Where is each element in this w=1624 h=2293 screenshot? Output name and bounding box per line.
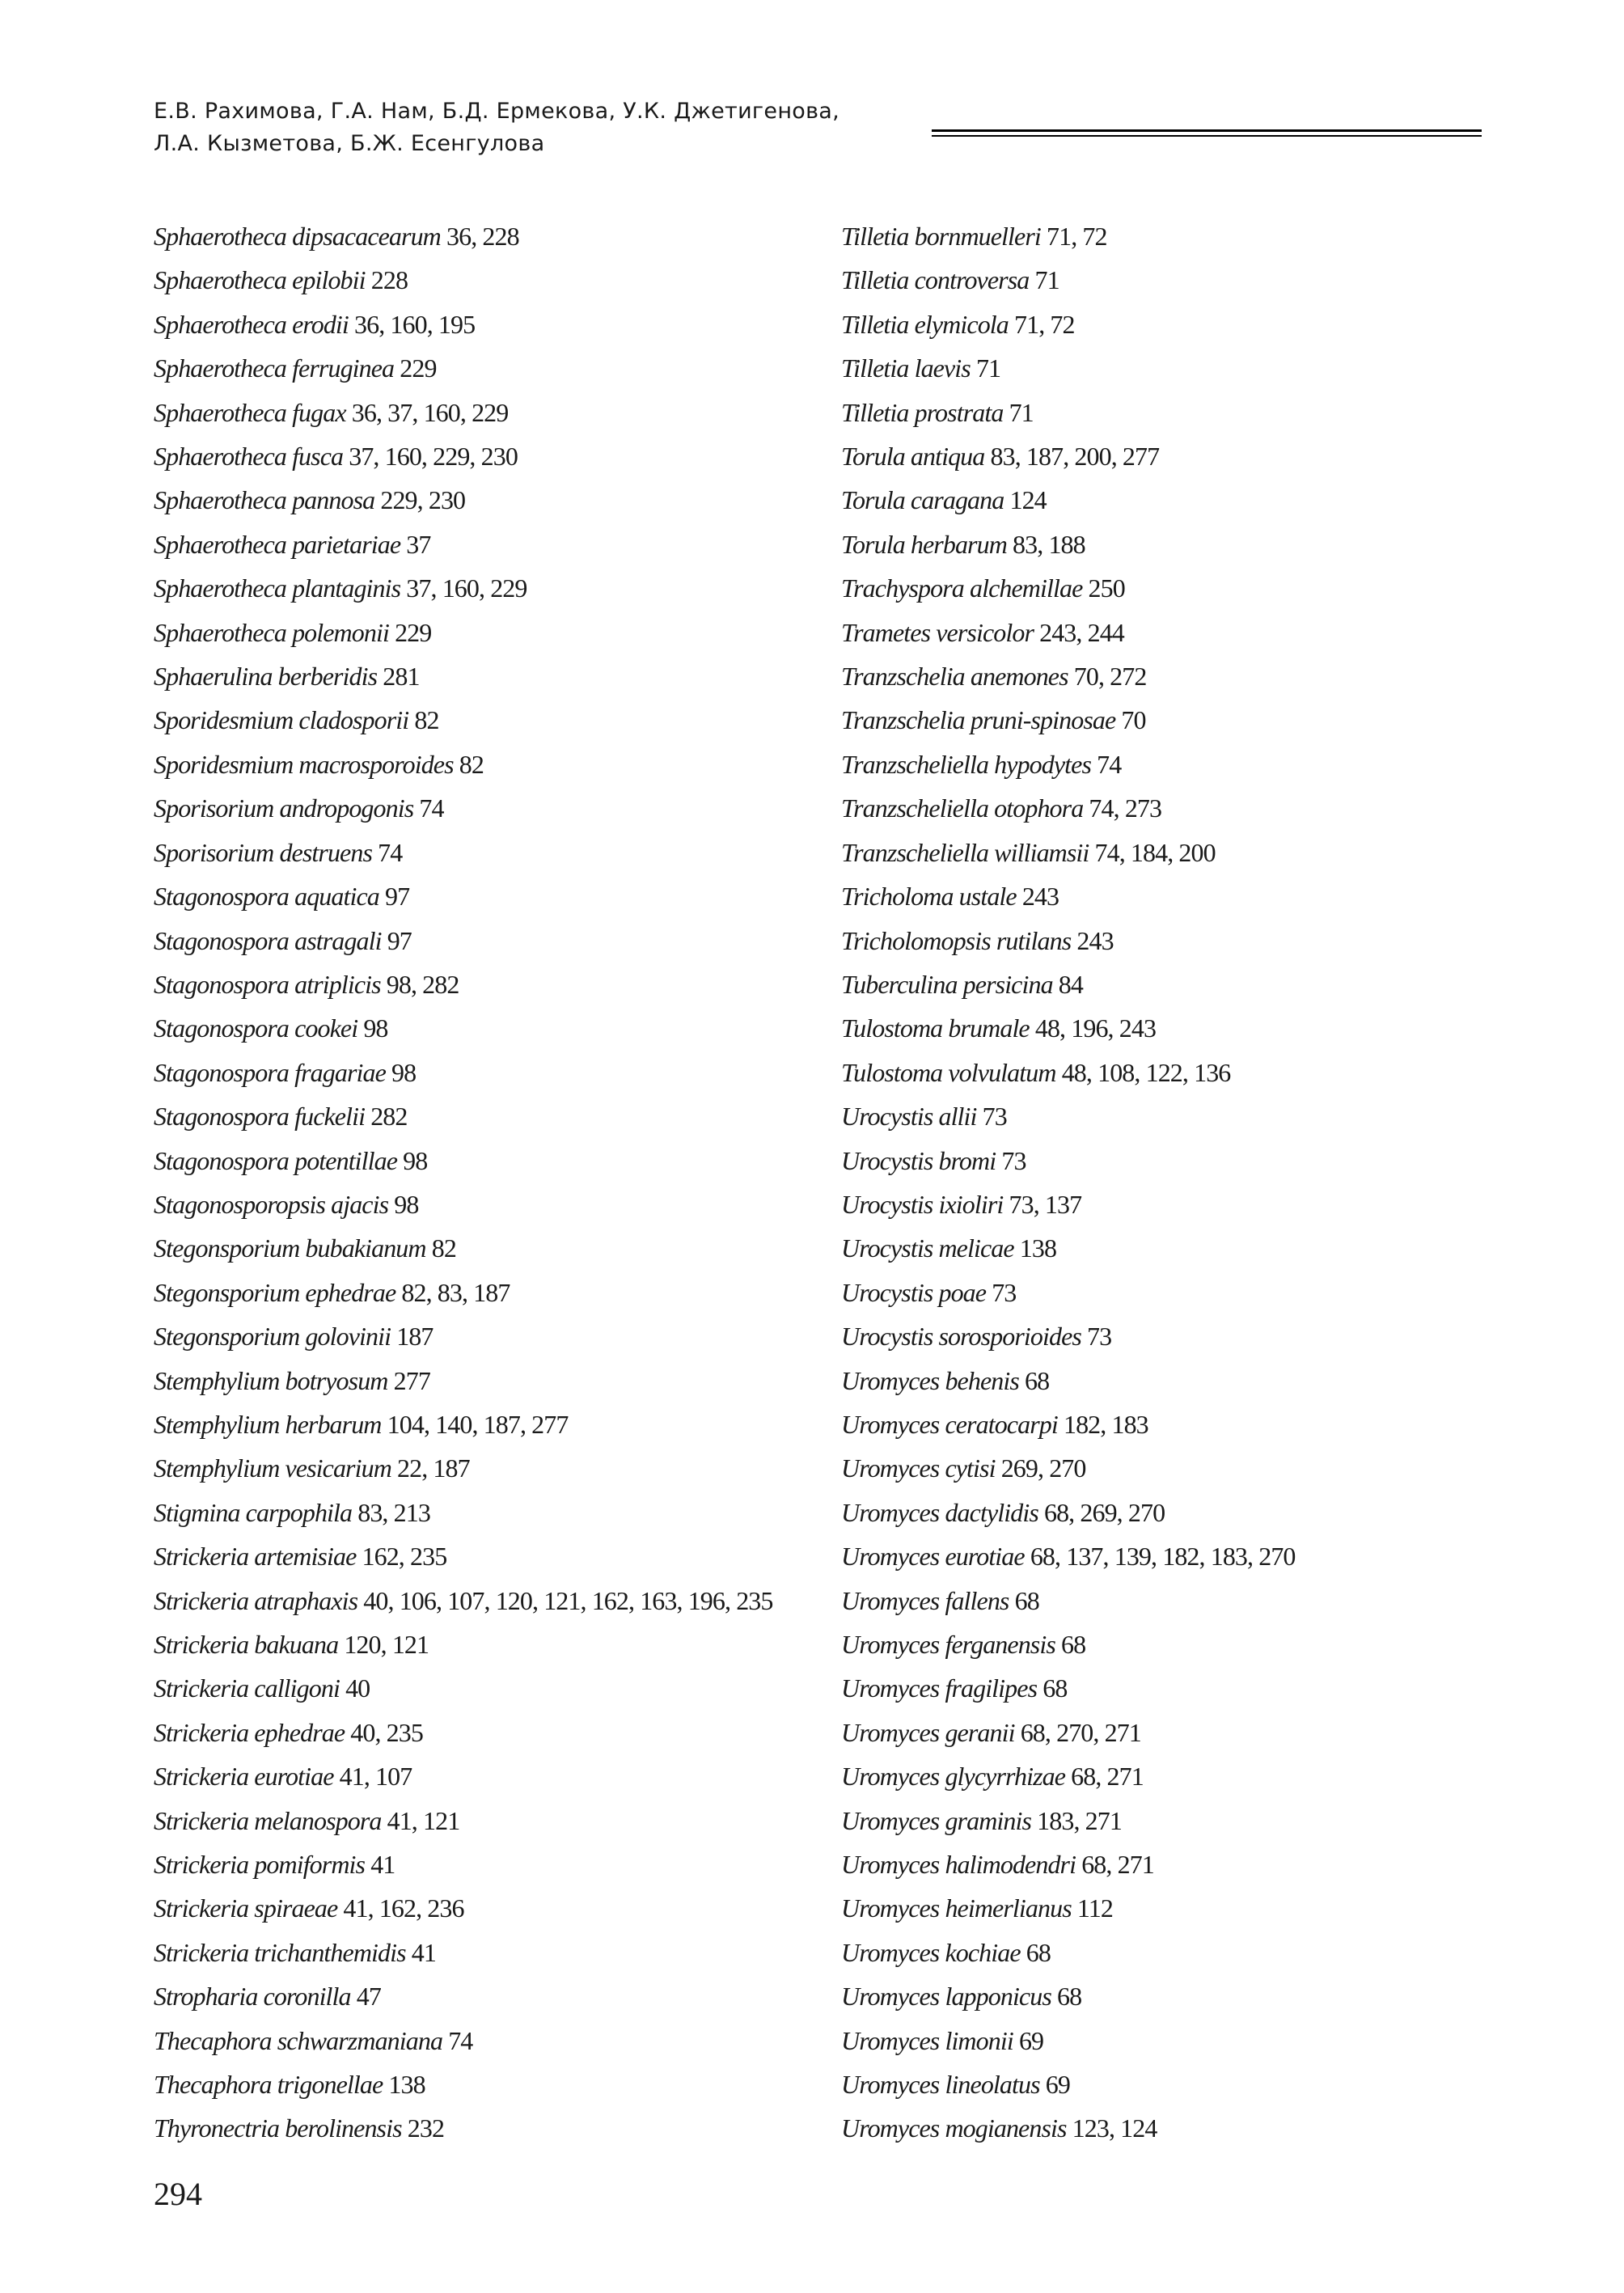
index-entry bbox=[841, 1931, 1520, 1974]
index-entry bbox=[154, 2062, 825, 2106]
species-name: Urocystis poae bbox=[841, 1277, 987, 1307]
species-name: Sphaerotheca plantaginis bbox=[154, 573, 401, 603]
index-entry bbox=[154, 742, 825, 786]
page-references: 70 bbox=[1121, 705, 1146, 735]
species-name: Uromyces dactylidis bbox=[841, 1497, 1038, 1527]
species-name: Tranzscheliella otophora bbox=[841, 793, 1084, 823]
species-name: Sphaerotheca fugax bbox=[154, 397, 346, 427]
index-entry bbox=[841, 1974, 1520, 2018]
index-entry bbox=[154, 831, 825, 874]
species-name: Stemphylium vesicarium bbox=[154, 1453, 391, 1483]
index-entry bbox=[154, 1314, 825, 1358]
page-references: 41 bbox=[411, 1937, 436, 1967]
species-name: Uromyces glycyrrhizae bbox=[841, 1762, 1066, 1792]
index-entry bbox=[841, 654, 1520, 698]
index-entry bbox=[841, 1711, 1520, 1754]
index-entry bbox=[841, 566, 1520, 610]
page-references: 71, 72 bbox=[1014, 309, 1075, 339]
page-references: 98 bbox=[403, 1145, 428, 1175]
page-references: 40, 106, 107, 120, 121, 162, 163, 196, 235 bbox=[363, 1585, 773, 1615]
species-name: Stegonsporium golovinii bbox=[154, 1322, 391, 1352]
species-name: Stemphylium herbarum bbox=[154, 1409, 382, 1439]
index-entry bbox=[154, 1622, 825, 1666]
species-name: Stagonospora cookei bbox=[154, 1013, 358, 1043]
page-references: 70, 272 bbox=[1073, 662, 1147, 692]
page-references: 228 bbox=[370, 265, 408, 295]
page-references: 68, 271 bbox=[1081, 1850, 1154, 1880]
page-references: 37, 160, 229 bbox=[406, 573, 527, 603]
species-name: Urocystis sorosporioides bbox=[841, 1322, 1081, 1352]
species-name: Strickeria ephedrae bbox=[154, 1717, 345, 1747]
page-references: 182, 183 bbox=[1063, 1409, 1148, 1439]
species-name: Tuberculina persicina bbox=[841, 969, 1053, 999]
species-name: Torula caragana bbox=[841, 485, 1004, 515]
index-entry bbox=[841, 522, 1520, 566]
index-entry bbox=[154, 1886, 825, 1930]
index-entry bbox=[154, 962, 825, 1006]
index-entry bbox=[841, 1051, 1520, 1094]
page-references: 48, 196, 243 bbox=[1034, 1013, 1157, 1043]
index-entry bbox=[841, 1842, 1520, 1886]
species-name: Strickeria pomiformis bbox=[154, 1850, 366, 1880]
index-entry bbox=[154, 1974, 825, 2018]
page-references: 104, 140, 187, 277 bbox=[387, 1409, 569, 1439]
page-references: 22, 187 bbox=[397, 1453, 470, 1483]
page-references: 98 bbox=[363, 1013, 388, 1043]
page-references: 281 bbox=[383, 662, 420, 692]
page-references: 74 bbox=[448, 2025, 473, 2055]
species-name: Sphaerotheca polemonii bbox=[154, 617, 389, 647]
page-references: 68, 271 bbox=[1071, 1762, 1144, 1792]
species-name: Tilletia elymicola bbox=[841, 309, 1009, 339]
index-column-right bbox=[841, 214, 1520, 2151]
page-references: 71, 72 bbox=[1047, 222, 1107, 251]
species-name: Strickeria atraphaxis bbox=[154, 1585, 358, 1615]
species-name: Tricholoma ustale bbox=[841, 882, 1017, 912]
index-entry bbox=[841, 1226, 1520, 1270]
page-references: 68 bbox=[1026, 1937, 1051, 1967]
species-name: Tranzscheliella williamsii bbox=[841, 837, 1089, 867]
index-entry bbox=[154, 1842, 825, 1886]
species-name: Tranzschelia anemones bbox=[841, 662, 1068, 692]
index-entry bbox=[841, 1402, 1520, 1446]
species-name: Uromyces geranii bbox=[841, 1717, 1015, 1747]
page-references: 243 bbox=[1021, 882, 1059, 912]
index-entry bbox=[154, 258, 825, 302]
index-entry bbox=[841, 1491, 1520, 1534]
page-references: 36, 160, 195 bbox=[354, 309, 476, 339]
index-entry bbox=[154, 1051, 825, 1094]
species-name: Stagonospora fragariae bbox=[154, 1057, 386, 1087]
page-references: 162, 235 bbox=[362, 1542, 447, 1572]
index-entry bbox=[154, 1402, 825, 1446]
page-references: 68, 269, 270 bbox=[1043, 1497, 1165, 1527]
page-references: 98, 282 bbox=[386, 969, 459, 999]
index-entry bbox=[154, 1006, 825, 1050]
page-references: 68, 137, 139, 182, 183, 270 bbox=[1030, 1542, 1296, 1572]
species-name: Stagonospora potentillae bbox=[154, 1145, 398, 1175]
index-entry bbox=[841, 962, 1520, 1006]
species-name: Uromyces lapponicus bbox=[841, 1982, 1051, 2012]
page-references: 68, 270, 271 bbox=[1020, 1717, 1141, 1747]
species-name: Strickeria artemisiae bbox=[154, 1542, 357, 1572]
index-entry bbox=[841, 1139, 1520, 1182]
page-references: 41 bbox=[370, 1850, 395, 1880]
index-entry bbox=[154, 1182, 825, 1226]
species-name: Sporidesmium cladosporii bbox=[154, 705, 409, 735]
page-references: 82 bbox=[431, 1233, 456, 1263]
page-references: 232 bbox=[407, 2113, 445, 2143]
index-entry bbox=[154, 786, 825, 830]
species-name: Uromyces behenis bbox=[841, 1365, 1019, 1395]
page-references: 74 bbox=[378, 837, 403, 867]
species-name: Uromyces fragilipes bbox=[841, 1673, 1038, 1703]
species-name: Tricholomopsis rutilans bbox=[841, 925, 1072, 955]
page-references: 138 bbox=[1019, 1233, 1057, 1263]
page-references: 187 bbox=[396, 1322, 433, 1352]
index-entry bbox=[154, 1534, 825, 1578]
index-entry bbox=[154, 302, 825, 346]
species-name: Strickeria eurotiae bbox=[154, 1762, 334, 1792]
index-entry bbox=[154, 1226, 825, 1270]
index-entry bbox=[154, 434, 825, 478]
species-name: Sphaerotheca epilobii bbox=[154, 265, 366, 295]
index-entry bbox=[841, 1446, 1520, 1490]
species-name: Sphaerotheca dipsacacearum bbox=[154, 222, 441, 251]
index-entry bbox=[154, 1094, 825, 1138]
index-entry bbox=[841, 1666, 1520, 1710]
index-entry bbox=[154, 611, 825, 654]
page-references: 98 bbox=[391, 1057, 417, 1087]
species-name: Tranzschelia pruni-spinosae bbox=[841, 705, 1116, 735]
species-name: Sporisorium andropogonis bbox=[154, 793, 414, 823]
species-name: Stropharia coronilla bbox=[154, 1982, 351, 2012]
species-name: Tranzscheliella hypodytes bbox=[841, 749, 1092, 779]
species-name: Uromyces heimerlianus bbox=[841, 1893, 1072, 1923]
page-references: 74, 184, 200 bbox=[1094, 837, 1216, 867]
index-entry bbox=[841, 391, 1520, 434]
index-entry bbox=[841, 1182, 1520, 1226]
page-references: 40 bbox=[345, 1673, 370, 1703]
page-references: 74 bbox=[1097, 749, 1122, 779]
index-entry bbox=[154, 2106, 825, 2150]
species-name: Uromyces eurotiae bbox=[841, 1542, 1025, 1572]
index-entry bbox=[154, 1446, 825, 1490]
species-name: Trametes versicolor bbox=[841, 617, 1034, 647]
index-entry bbox=[154, 1711, 825, 1754]
index-entry bbox=[841, 1006, 1520, 1050]
index-entry bbox=[841, 786, 1520, 830]
species-name: Tilletia controversa bbox=[841, 265, 1030, 295]
page-references: 40, 235 bbox=[350, 1717, 423, 1747]
species-name: Sphaerulina berberidis bbox=[154, 662, 378, 692]
species-name: Uromyces lineolatus bbox=[841, 2070, 1040, 2100]
species-name: Sphaerotheca ferruginea bbox=[154, 353, 395, 383]
page-references: 36, 37, 160, 229 bbox=[351, 397, 509, 427]
page-references: 73 bbox=[992, 1277, 1017, 1307]
index-entry bbox=[841, 214, 1520, 258]
index-entry bbox=[154, 1271, 825, 1314]
page-references: 47 bbox=[356, 1982, 381, 2012]
species-name: Sphaerotheca fusca bbox=[154, 442, 344, 472]
page-references: 83, 188 bbox=[1013, 529, 1085, 559]
index-entry bbox=[841, 919, 1520, 962]
index-entry bbox=[841, 1622, 1520, 1666]
species-name: Sporidesmium macrosporoides bbox=[154, 749, 454, 779]
page-references: 83, 213 bbox=[357, 1497, 430, 1527]
index-entry bbox=[154, 522, 825, 566]
species-name: Sporisorium destruens bbox=[154, 837, 373, 867]
species-name: Uromyces limonii bbox=[841, 2025, 1013, 2055]
page-references: 71 bbox=[975, 353, 1001, 383]
species-name: Uromyces cytisi bbox=[841, 1453, 996, 1483]
page-references: 82 bbox=[414, 705, 439, 735]
index-entry bbox=[841, 2106, 1520, 2150]
index-entry bbox=[154, 1799, 825, 1842]
page-references: 277 bbox=[393, 1365, 430, 1395]
index-entry bbox=[841, 2062, 1520, 2106]
species-name: Strickeria trichanthemidis bbox=[154, 1937, 406, 1967]
species-name: Tilletia prostrata bbox=[841, 397, 1004, 427]
page-references: 73 bbox=[1087, 1322, 1112, 1352]
page-references: 243, 244 bbox=[1039, 617, 1124, 647]
header-authors-line-2: Л.А. Кызметова, Б.Ж. Есенгулова bbox=[154, 131, 545, 156]
index-entry bbox=[841, 346, 1520, 390]
species-name: Tulostoma brumale bbox=[841, 1013, 1030, 1043]
page-references: 269, 270 bbox=[1000, 1453, 1086, 1483]
header-double-rule bbox=[932, 129, 1482, 137]
page-references: 229 bbox=[395, 617, 432, 647]
page-references: 71 bbox=[1034, 265, 1059, 295]
index-entry bbox=[841, 742, 1520, 786]
species-name: Stegonsporium bubakianum bbox=[154, 1233, 426, 1263]
page-references: 229 bbox=[400, 353, 437, 383]
species-name: Stagonospora fuckelii bbox=[154, 1102, 366, 1132]
index-entry bbox=[154, 1359, 825, 1402]
page-references: 48, 108, 122, 136 bbox=[1061, 1057, 1231, 1087]
page-references: 68 bbox=[1057, 1982, 1082, 2012]
index-entry bbox=[154, 478, 825, 522]
species-name: Sphaerotheca parietariae bbox=[154, 529, 401, 559]
species-name: Tilletia bornmuelleri bbox=[841, 222, 1041, 251]
species-name: Stagonospora aquatica bbox=[154, 882, 379, 912]
page-references: 73, 137 bbox=[1009, 1189, 1082, 1219]
index-entry bbox=[154, 2019, 825, 2062]
index-entry bbox=[841, 874, 1520, 918]
index-entry bbox=[154, 566, 825, 610]
running-header bbox=[154, 95, 882, 160]
index-entry bbox=[154, 391, 825, 434]
page-references: 138 bbox=[388, 2070, 425, 2100]
index-entry bbox=[841, 1754, 1520, 1798]
species-name: Uromyces ferganensis bbox=[841, 1630, 1055, 1659]
page-references: 69 bbox=[1045, 2070, 1070, 2100]
species-name: Thecaphora trigonellae bbox=[154, 2070, 383, 2100]
species-name: Strickeria spiraeae bbox=[154, 1893, 338, 1923]
species-name: Thecaphora schwarzmaniana bbox=[154, 2025, 443, 2055]
species-name: Uromyces mogianensis bbox=[841, 2113, 1067, 2143]
index-entry bbox=[841, 434, 1520, 478]
index-entry bbox=[154, 919, 825, 962]
species-name: Stagonospora atriplicis bbox=[154, 969, 381, 999]
species-name: Sphaerotheca pannosa bbox=[154, 485, 375, 515]
index-entry bbox=[841, 698, 1520, 742]
index-entry bbox=[154, 1579, 825, 1622]
index-entry bbox=[841, 611, 1520, 654]
species-name: Strickeria calligoni bbox=[154, 1673, 340, 1703]
index-entry bbox=[841, 2019, 1520, 2062]
species-name: Urocystis ixioliri bbox=[841, 1189, 1004, 1219]
header-authors-line-1: Е.В. Рахимова, Г.А. Нам, Б.Д. Ермекова, У.К. Джетигенова, bbox=[154, 99, 840, 124]
index-entry bbox=[154, 1931, 825, 1974]
index-entry bbox=[841, 1359, 1520, 1402]
species-name: Uromyces kochiae bbox=[841, 1937, 1021, 1967]
page-number: 294 bbox=[154, 2176, 202, 2212]
page-references: 120, 121 bbox=[344, 1630, 429, 1659]
page-references: 68 bbox=[1025, 1365, 1050, 1395]
page-references: 41, 121 bbox=[387, 1805, 460, 1835]
page-references: 97 bbox=[387, 925, 412, 955]
page-references: 82 bbox=[459, 749, 484, 779]
species-name: Uromyces graminis bbox=[841, 1805, 1032, 1835]
species-name: Tulostoma volvulatum bbox=[841, 1057, 1056, 1087]
page-references: 41, 107 bbox=[339, 1762, 412, 1792]
index-entry bbox=[154, 346, 825, 390]
index-entry bbox=[841, 1094, 1520, 1138]
species-name: Stemphylium botryosum bbox=[154, 1365, 388, 1395]
species-name: Strickeria melanospora bbox=[154, 1805, 382, 1835]
index-entry bbox=[841, 1886, 1520, 1930]
page-references: 41, 162, 236 bbox=[343, 1893, 464, 1923]
page-references: 282 bbox=[370, 1102, 408, 1132]
page-references: 83, 187, 200, 277 bbox=[990, 442, 1160, 472]
page-references: 71 bbox=[1009, 397, 1034, 427]
species-name: Uromyces halimodendri bbox=[841, 1850, 1076, 1880]
species-name: Strickeria bakuana bbox=[154, 1630, 339, 1659]
species-name: Stagonosporopsis ajacis bbox=[154, 1189, 389, 1219]
page-references: 68 bbox=[1014, 1585, 1039, 1615]
species-name: Thyronectria berolinensis bbox=[154, 2113, 402, 2143]
index-entry bbox=[841, 302, 1520, 346]
page-references: 124 bbox=[1009, 485, 1047, 515]
page-references: 73 bbox=[1001, 1145, 1026, 1175]
page-references: 74, 273 bbox=[1089, 793, 1162, 823]
species-name: Urocystis melicae bbox=[841, 1233, 1014, 1263]
page-references: 97 bbox=[385, 882, 410, 912]
page-references: 123, 124 bbox=[1072, 2113, 1157, 2143]
page-references: 73 bbox=[982, 1102, 1007, 1132]
page-references: 183, 271 bbox=[1037, 1805, 1122, 1835]
species-name: Uromyces ceratocarpi bbox=[841, 1409, 1058, 1439]
index-entry bbox=[841, 478, 1520, 522]
page-references: 69 bbox=[1018, 2025, 1044, 2055]
page-references: 82, 83, 187 bbox=[401, 1277, 510, 1307]
index-entry bbox=[154, 698, 825, 742]
species-name: Stigmina carpophila bbox=[154, 1497, 353, 1527]
index-entry bbox=[841, 1271, 1520, 1314]
index-entry bbox=[154, 214, 825, 258]
page-references: 112 bbox=[1076, 1893, 1113, 1923]
species-name: Tilletia laevis bbox=[841, 353, 971, 383]
page-references: 243 bbox=[1076, 925, 1114, 955]
page-references: 250 bbox=[1088, 573, 1125, 603]
index-entry bbox=[841, 1799, 1520, 1842]
page-references: 36, 228 bbox=[446, 222, 519, 251]
index-entry bbox=[154, 654, 825, 698]
index-entry bbox=[841, 1314, 1520, 1358]
page-references: 229, 230 bbox=[380, 485, 466, 515]
index-column-left bbox=[154, 214, 825, 2151]
species-name: Stegonsporium ephedrae bbox=[154, 1277, 396, 1307]
index-entry bbox=[841, 258, 1520, 302]
species-name: Torula herbarum bbox=[841, 529, 1007, 559]
species-name: Torula antiqua bbox=[841, 442, 985, 472]
species-name: Uromyces fallens bbox=[841, 1585, 1009, 1615]
index-entry bbox=[154, 1139, 825, 1182]
page-references: 37 bbox=[406, 529, 431, 559]
index-entry bbox=[841, 1579, 1520, 1622]
species-name: Stagonospora astragali bbox=[154, 925, 382, 955]
page-references: 84 bbox=[1058, 969, 1083, 999]
page-references: 68 bbox=[1042, 1673, 1068, 1703]
index-entry bbox=[154, 1666, 825, 1710]
page-references: 74 bbox=[419, 793, 444, 823]
index-entry bbox=[841, 1534, 1520, 1578]
species-name: Trachyspora alchemillae bbox=[841, 573, 1083, 603]
index-entry bbox=[154, 1754, 825, 1798]
species-name: Urocystis allii bbox=[841, 1102, 977, 1132]
species-name: Urocystis bromi bbox=[841, 1145, 996, 1175]
page-references: 68 bbox=[1061, 1630, 1086, 1659]
index-entry bbox=[154, 874, 825, 918]
index-entry bbox=[154, 1491, 825, 1534]
species-name: Sphaerotheca erodii bbox=[154, 309, 349, 339]
page-references: 37, 160, 229, 230 bbox=[349, 442, 518, 472]
index-entry bbox=[841, 831, 1520, 874]
page-references: 98 bbox=[394, 1189, 419, 1219]
